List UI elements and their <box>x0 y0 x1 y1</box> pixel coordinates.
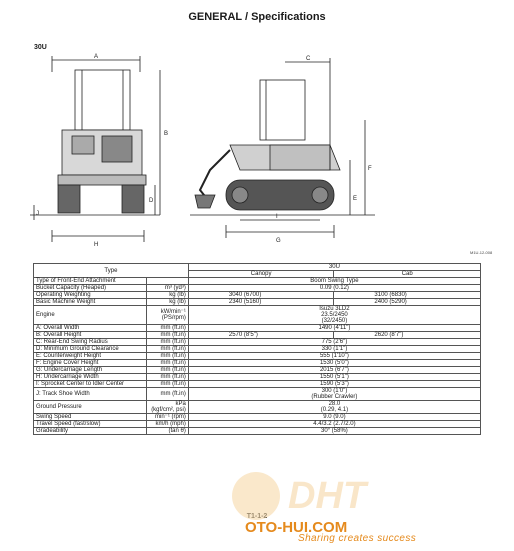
spec-unit: min⁻¹ (rpm) <box>146 414 188 421</box>
spec-label: F: Engine Cover Height <box>34 360 147 367</box>
dim-label-c: C <box>306 56 311 62</box>
spec-value-line: (Rubber Crawler) <box>311 394 358 400</box>
spec-unit: mm (ft.in) <box>146 381 188 388</box>
spec-unit: mm (ft.in) <box>146 353 188 360</box>
spec-label: Type of Front-End Attachment <box>34 278 147 285</box>
table-row <box>34 414 481 421</box>
spec-value-cab: 2400 (5290) <box>334 299 481 306</box>
dim-label-f: F <box>368 166 372 172</box>
spec-value: 555 (1'10") <box>188 353 480 360</box>
spec-label: Travel Speed (fast/slow) <box>34 421 147 428</box>
dim-label-b: B <box>164 131 169 137</box>
spec-label: H: Undercarriage Width <box>34 374 147 381</box>
table-row <box>34 299 481 306</box>
spec-label: Basic Machine Weight <box>34 299 147 306</box>
watermark-slogan: Sharing creates success <box>298 533 417 544</box>
watermark-site: OTO-HUI.COM <box>245 519 348 536</box>
side-view-drawing <box>190 58 375 238</box>
table-row <box>34 332 481 339</box>
dim-label-i: I <box>276 214 278 220</box>
spec-unit: (tan θ) <box>146 428 188 435</box>
table-row <box>34 292 481 299</box>
spec-unit-line: kPa <box>175 401 186 407</box>
spec-unit: mm (ft.in) <box>146 388 188 401</box>
spec-value: 9.0 (9.0) <box>188 414 480 421</box>
spec-value <box>188 306 480 325</box>
specifications-table <box>33 263 481 435</box>
spec-label: G: Undercarriage Length <box>34 367 147 374</box>
spec-value-line: 23.5/2450 <box>321 312 348 318</box>
spec-unit: m³ (yd³) <box>146 285 188 292</box>
spec-label: B: Overall Height <box>34 332 147 339</box>
spec-value-cab: 3100 (6830) <box>334 292 481 299</box>
spec-label: Ground Pressure <box>34 401 147 414</box>
header-model: 30U <box>188 264 480 271</box>
spec-label: Bucket Capacity (Heaped) <box>34 285 147 292</box>
table-row <box>34 401 481 414</box>
table-row <box>34 421 481 428</box>
table-row <box>34 388 481 401</box>
front-view-drawing <box>30 56 160 242</box>
table-row <box>34 428 481 435</box>
spec-value: 30° (58%) <box>188 428 480 435</box>
spec-value-canopy: 2340 (5160) <box>188 299 334 306</box>
spec-label: Engine <box>34 306 147 325</box>
spec-value: 775 (2'6") <box>188 339 480 346</box>
spec-label: I: Sprocket Center to Idler Center <box>34 381 147 388</box>
spec-label: Gradeability <box>34 428 147 435</box>
spec-label: E: Counterweight Height <box>34 353 147 360</box>
spec-value-canopy: 3040 (6700) <box>188 292 334 299</box>
dim-label-g: G <box>276 238 281 244</box>
spec-value: 1530 (5'0") <box>188 360 480 367</box>
spec-unit: kg (lb) <box>146 292 188 299</box>
table-row <box>34 353 481 360</box>
spec-value: 330 (1'1") <box>188 346 480 353</box>
spec-unit-line: kW/min⁻¹ <box>160 309 186 315</box>
figure-reference: M1U-12-008 <box>470 250 493 255</box>
spec-value: 1490 (4'11") <box>188 325 480 332</box>
dim-label-d: D <box>149 198 154 204</box>
spec-unit: mm (ft.in) <box>146 332 188 339</box>
spec-unit <box>146 401 188 414</box>
spec-value-line: 300 (1'0") <box>321 388 348 394</box>
spec-value: 2015 (6'7") <box>188 367 480 374</box>
page-title: GENERAL / Specifications <box>188 11 326 23</box>
spec-value: 0.09 (0.12) <box>188 285 480 292</box>
spec-label: Operating Weighting <box>34 292 147 299</box>
spec-value <box>188 401 480 414</box>
table-row <box>34 374 481 381</box>
table-row <box>34 325 481 332</box>
spec-unit: mm (ft.in) <box>146 360 188 367</box>
spec-unit: mm (ft.in) <box>146 367 188 374</box>
watermark-logo <box>228 468 458 522</box>
spec-unit-line: (kgf/cm², psi) <box>151 407 186 413</box>
spec-value-line: Isuzu 3LD2 <box>319 306 350 312</box>
dim-label-a: A <box>94 54 99 60</box>
watermark-logo-text: DHT <box>288 475 367 517</box>
excavator-dimension-drawings <box>30 50 493 255</box>
spec-value: 1550 (5'1") <box>188 374 480 381</box>
table-row <box>34 367 481 374</box>
spec-label: A: Overall Width <box>34 325 147 332</box>
table-row <box>34 285 481 292</box>
table-row <box>34 346 481 353</box>
header-cab: Cab <box>334 271 481 278</box>
spec-value-line: (32/2450) <box>321 318 348 324</box>
spec-value: 4.4/3.2 (2.7/2.0) <box>188 421 480 428</box>
dim-label-j: J <box>36 211 39 217</box>
table-row <box>34 360 481 367</box>
table-row <box>34 278 481 285</box>
spec-unit-line: (PS/rpm) <box>161 315 186 321</box>
spec-value <box>188 388 480 401</box>
header-type: Type <box>34 264 189 278</box>
spec-value: 1590 (5'3") <box>188 381 480 388</box>
table-row <box>34 339 481 346</box>
spec-unit <box>146 278 188 285</box>
spec-label: D: Minimum Ground Clearance <box>34 346 147 353</box>
spec-unit: mm (ft.in) <box>146 325 188 332</box>
spec-unit: mm (ft.in) <box>146 374 188 381</box>
model-label: 30U <box>34 44 47 51</box>
dim-label-h: H <box>94 242 99 248</box>
spec-unit: kg (lb) <box>146 299 188 306</box>
spec-unit: km/h (mph) <box>146 421 188 428</box>
spec-value: Boom Swing Type <box>188 278 480 285</box>
spec-label: J: Track Shoe Width <box>34 388 147 401</box>
dim-label-e: E <box>353 196 358 202</box>
table-row <box>34 381 481 388</box>
table-row <box>34 306 481 325</box>
spec-value-line: (0.29, 4.1) <box>320 407 349 413</box>
spec-unit: mm (ft.in) <box>146 346 188 353</box>
spec-label: C: Rear-End Swing Radius <box>34 339 147 346</box>
table-header-row-1 <box>34 264 481 271</box>
spec-value-cab: 2620 (8'7") <box>334 332 481 339</box>
spec-value-line: 28.0 <box>328 401 341 407</box>
header-canopy: Canopy <box>188 271 334 278</box>
spec-value-canopy: 2570 (8'5") <box>188 332 334 339</box>
spec-label: Swing Speed <box>34 414 147 421</box>
spec-unit <box>146 306 188 325</box>
spec-unit: mm (ft.in) <box>146 339 188 346</box>
